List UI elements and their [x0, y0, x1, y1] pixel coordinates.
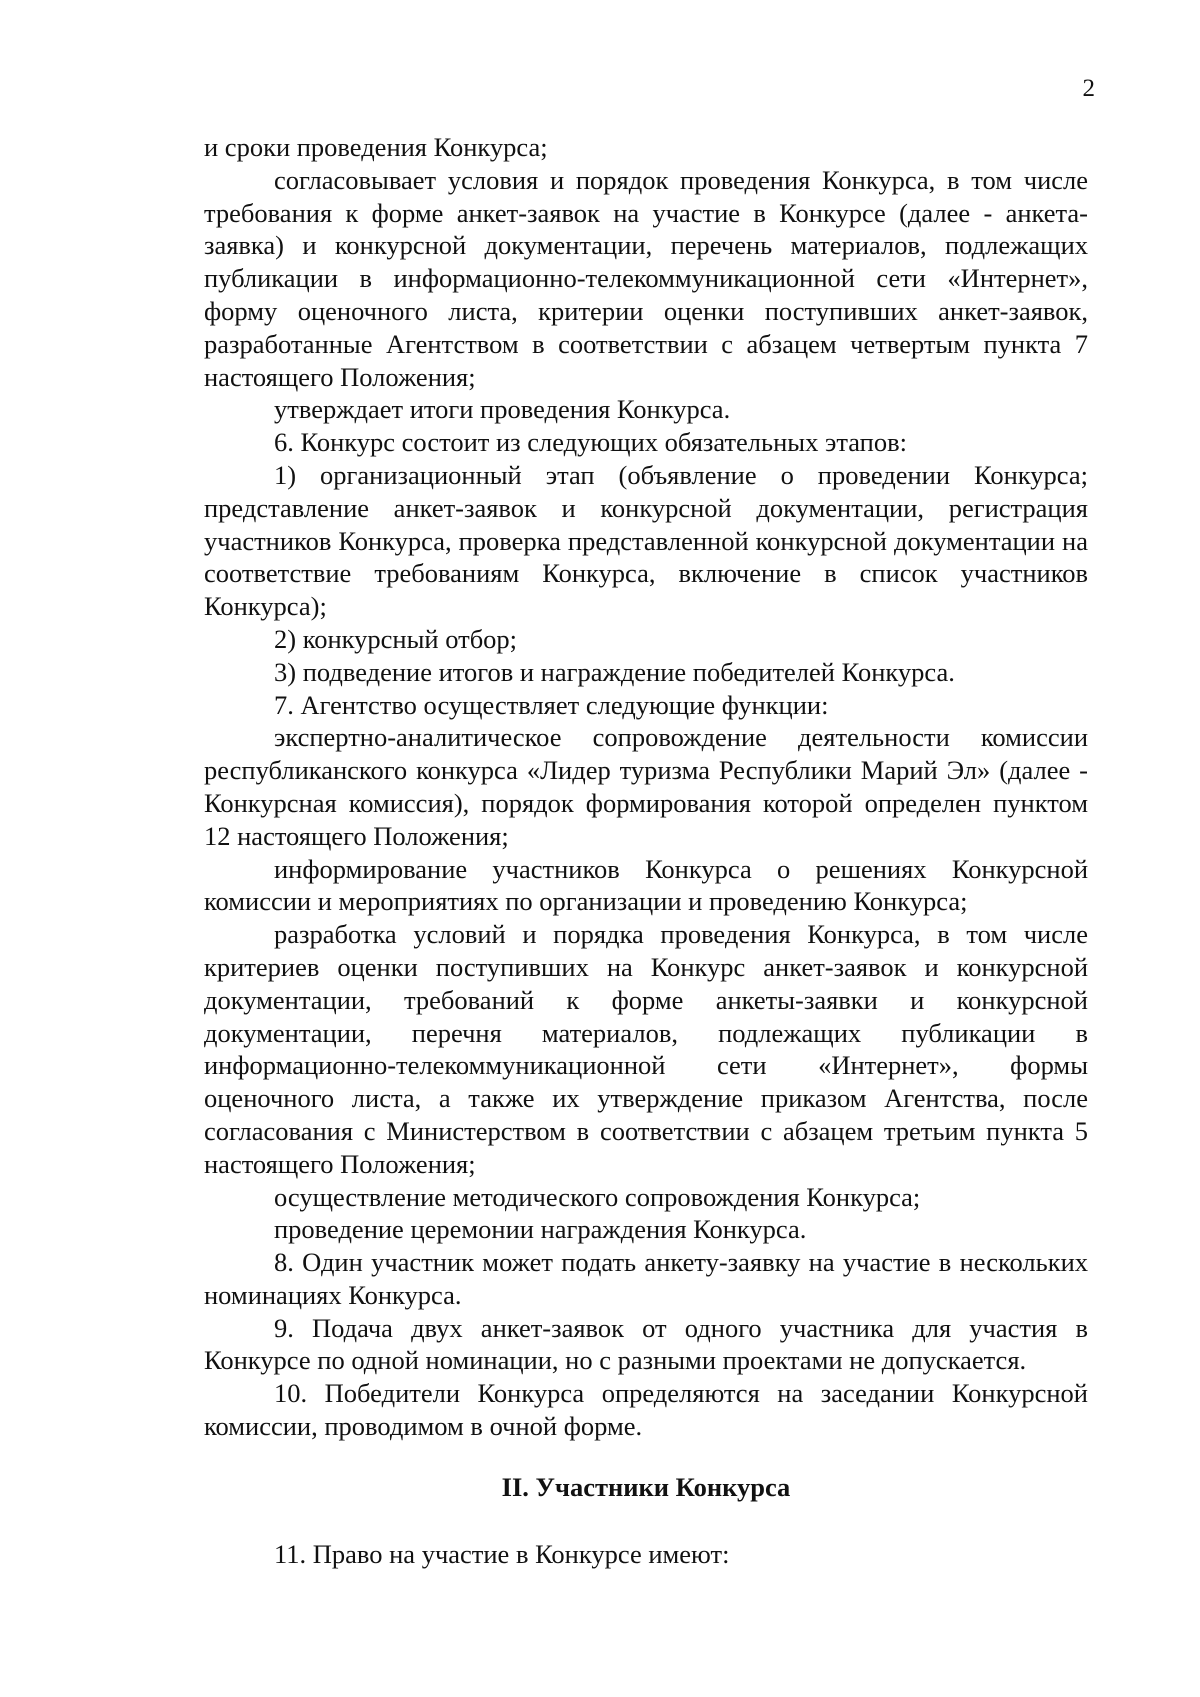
paragraph: утверждает итоги проведения Конкурса. [274, 394, 731, 425]
paragraph: согласовывает условия и порядок проведения Конкурса, в том числе требования к форме анкет-заявок на участие в Конкурсе (далее - анкета-заявка) и конкурсной документации, перечень материалов, подлежащих публикации в информационно-телекоммуникационной сети «Интернет», форму оценочного листа, критерии оценки поступивших анкет-заявок, разработанные Агентством в соответствии с абзацем четвертым пункта 7 настоящего Положения; [204, 164, 1088, 392]
paragraph: и сроки проведения Конкурса; [204, 132, 548, 162]
paragraph: 10. Победители Конкурса определяются на заседании Конкурсной комиссии, проводимом в очной форме. [204, 1378, 1088, 1442]
paragraph: 11. Право на участие в Конкурсе имеют: [274, 1538, 730, 1569]
section-heading: II. Участники Конкурса [501, 1471, 791, 1502]
paragraph: 9. Подача двух анкет-заявок от одного участника для участия в Конкурсе по одной номинации, но с разными проектами не допускается. [204, 1312, 1088, 1376]
paragraph: 8. Один участник может подать анкету-заявку на участие в нескольких номинациях Конкурса. [204, 1247, 1088, 1310]
paragraph: осуществление методического сопровождения Конкурса; [274, 1181, 921, 1212]
paragraph: разработка условий и порядка проведения Конкурса, в том числе критериев оценки поступивших на Конкурс анкет-заявок и конкурсной документации, требований к форме анкеты-заявки и конкурсной документации, перечня материалов, подлежащих публикации в информационно-телекоммуникационной сети «Интернет», формы оценочного листа, а также их утверждение приказом Агентства, после согласования с Министерством в соответствии с абзацем третьим пункта 5 настоящего Положения; [204, 919, 1088, 1179]
paragraph: экспертно-аналитическое сопровождение деятельности комиссии республиканского конкурса «Лидер туризма Республики Марий Эл» (далее - Конкурсная комиссия), порядок формирования которой определен пунктом 12 настоящего Положения; [204, 722, 1088, 851]
document-body [204, 131, 1088, 1570]
paragraph: проведение церемонии награждения Конкурса. [274, 1214, 807, 1245]
paragraph: 1) организационный этап (объявление о проведении Конкурса; представление анкет-заявок и конкурсной документации, регистрация участников Конкурса, проверка представленной конкурсной документации на соответствие требованиям Конкурса, включение в список участников Конкурса); [204, 459, 1088, 622]
paragraph: 6. Конкурс состоит из следующих обязательных этапов: [274, 427, 907, 458]
page-number: 2 [1082, 75, 1095, 102]
paragraph: 3) подведение итогов и награждение победителей Конкурса. [274, 656, 955, 687]
paragraph: информирование участников Конкурса о решениях Конкурсной комиссии и мероприятиях по организации и проведению Конкурса; [204, 853, 1088, 917]
paragraph: 2) конкурсный отбор; [274, 623, 518, 654]
paragraph: 7. Агентство осуществляет следующие функции: [274, 689, 829, 720]
